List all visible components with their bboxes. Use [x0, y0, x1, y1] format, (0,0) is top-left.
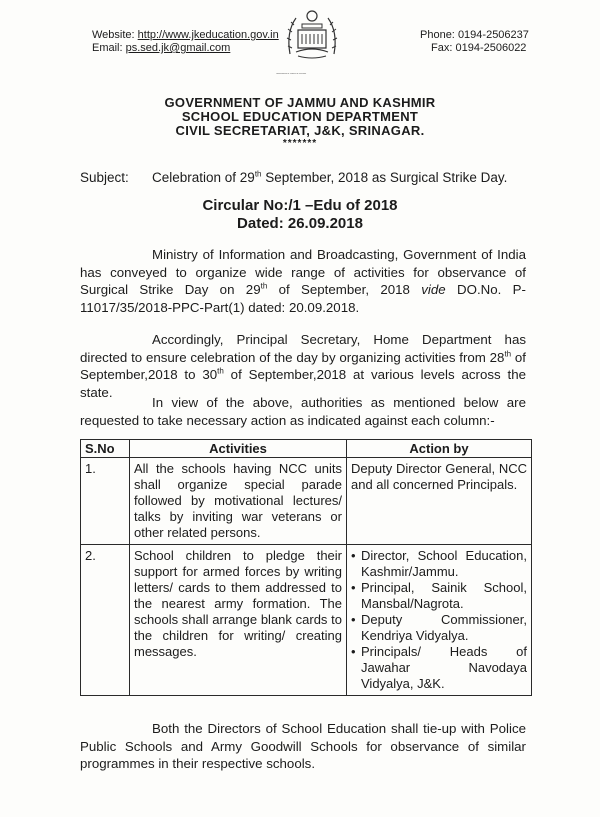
header-activities: Activities [130, 440, 347, 458]
row-action: Deputy Director General, NCC and all concerned Principals. [347, 458, 532, 545]
paragraph-1: Ministry of Information and Broadcasting, Government of India has conveyed to organize wide range of activities for observance of Surgical Strike Day on 29th of September, 2018 vide DO.No. P-11017/35/2018-PPC-Part(1) dated: 20.09.2018. [80, 247, 526, 315]
row-sno: 2. [81, 545, 130, 696]
list-item: • Director, School Education, Kashmir/Jammu. [361, 548, 527, 580]
header-action-by: Action by [347, 440, 532, 458]
stars-divider: ******* [282, 138, 318, 149]
paragraph-3: In view of the above, authorities as mentioned below are requested to take necessary action as indicated against each column:- [80, 395, 526, 428]
circular-date: Dated: 26.09.2018 [237, 215, 363, 232]
list-item: • Deputy Commissioner, Kendriya Vidyalya. [361, 612, 527, 644]
email-link[interactable]: ps.sed.jk@gmail.com [125, 42, 231, 54]
circular-number: Circular No:/1 –Edu of 2018 [202, 197, 398, 214]
emblem-caption: Government of Jammu & Kashmir [276, 73, 307, 75]
subject-text: Celebration of 29th September, 2018 as Surgical Strike Day. [152, 169, 508, 185]
row-activity: School children to pledge their support for armed forces by writing letters/ cards to them addressed to the nearest army formation. The schools shall arrange blank cards to the children for writing/ creating messages. [130, 545, 347, 696]
website-link[interactable]: http://www.jkeducation.gov.in [137, 29, 279, 41]
table-row [81, 458, 532, 545]
list-item: • Principals/ Heads of Jawahar Navodaya Vidyalya, J&K. [361, 644, 527, 692]
action-list [351, 548, 527, 692]
website-line: Website: http://www.jkeducation.gov.in [92, 29, 279, 41]
list-item: • Principal, Sainik School, Mansbal/Nagrota. [361, 580, 527, 612]
paragraph-2: Accordingly, Principal Secretary, Home Department has directed to ensure celebration of the day by organizing activities from 28th of September,2018 to 30th of September,2018 at various levels across the state. [80, 332, 526, 400]
subject-label: Subject: [80, 170, 129, 185]
action-table [80, 439, 532, 696]
row-action [347, 545, 532, 696]
fax-line: Fax: 0194-2506022 [431, 42, 527, 54]
row-sno: 1. [81, 458, 130, 545]
phone-line: Phone: 0194-2506237 [420, 29, 529, 41]
org-line-3: CIVIL SECRETARIAT, J&K, SRINAGAR. [175, 123, 425, 138]
table-row [81, 545, 532, 696]
state-emblem-icon [284, 4, 340, 70]
org-line-1: GOVERNMENT OF JAMMU AND KASHMIR [164, 95, 436, 110]
header-sno: S.No [81, 440, 130, 458]
org-line-2: SCHOOL EDUCATION DEPARTMENT [181, 109, 419, 124]
row-activity: All the schools having NCC units shall organize special parade followed by motivational lectures/ talks by inviting war veterans or other related persons. [130, 458, 347, 545]
table-header-row [81, 440, 532, 458]
email-line: Email: ps.sed.jk@gmail.com [92, 42, 231, 54]
paragraph-4: Both the Directors of School Education shall tie-up with Police Public Schools and Army Goodwill Schools for observance of similar programmes in their respective schools. [80, 721, 526, 771]
